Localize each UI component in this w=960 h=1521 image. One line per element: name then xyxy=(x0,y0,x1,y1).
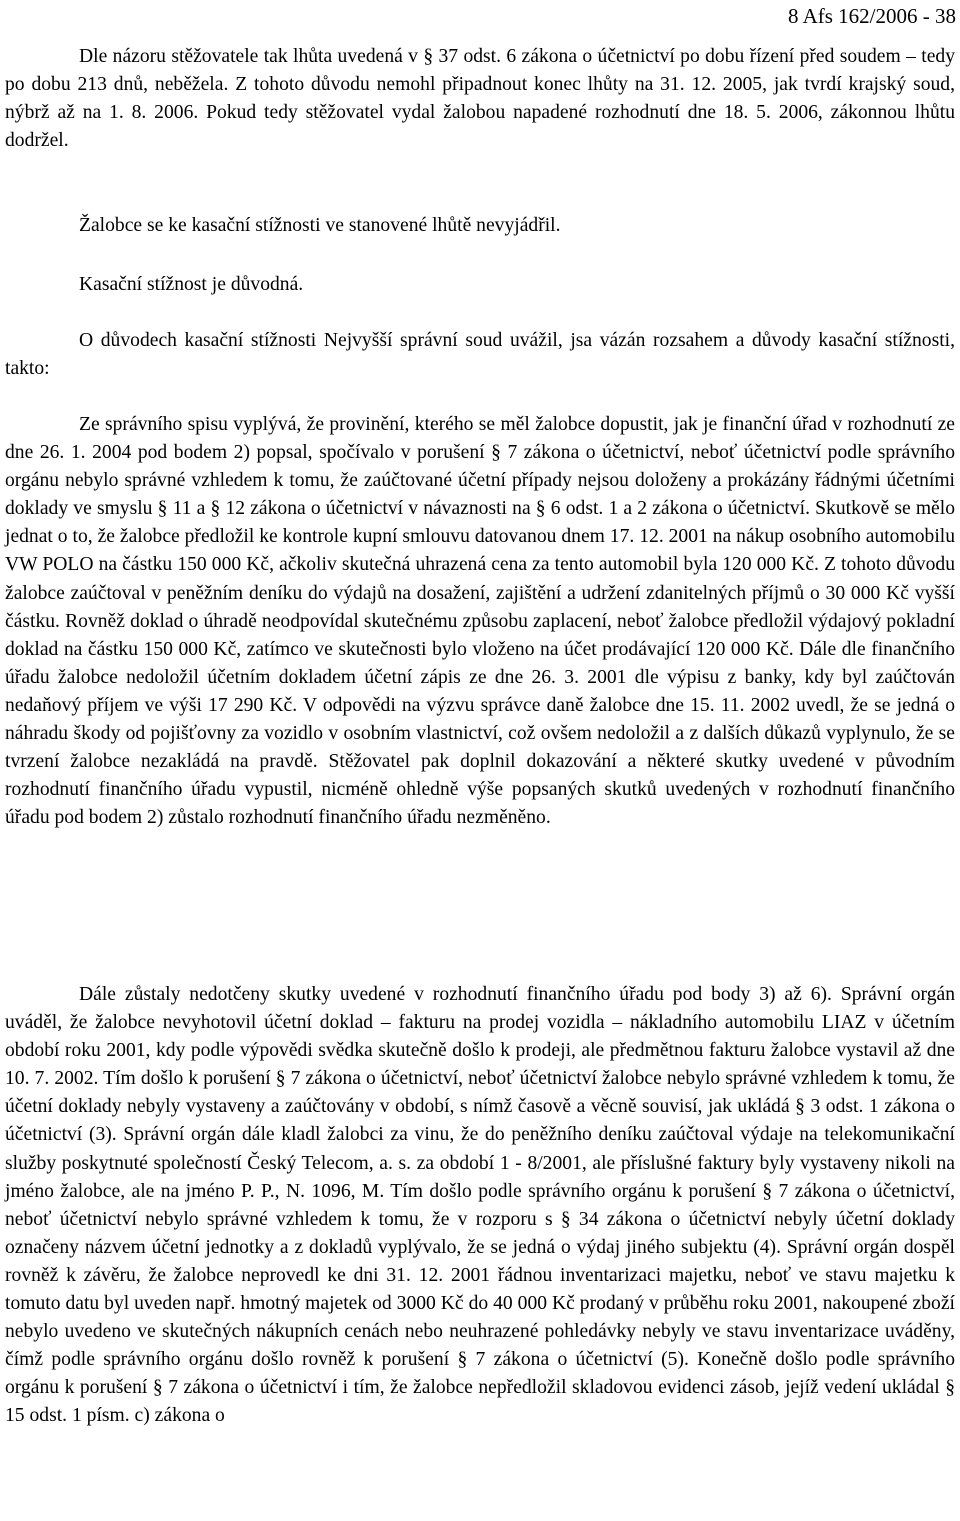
paragraph-2: Žalobce se ke kasační stížnosti ve stanovené lhůtě nevyjádřil. xyxy=(79,215,561,236)
case-reference: 8 Afs 162/2006 - 38 xyxy=(788,4,956,28)
paragraph-5: Ze správního spisu vyplývá, že provinění, kterého se měl žalobce dopustit, jak je finanční úřad v rozhodnutí ze dne 26. 1. 2004 pod bodem 2) popsal, spočívalo v porušení § 7 zákona o účetnictví, neboť účetnictví podle správního orgánu nebylo správné vzhledem k tomu, že zaúčtované účetní případy nejsou doloženy a prokázány řádnými účetními doklady ve smyslu § 11 a § 12 zákona o účetnictví v návaznosti na § 6 odst. 1 a 2 zákona o účetnictví. Skutkově se mělo jednat o to, že žalobce předložil ke kontrole kupní smlouvu datovanou dnem 17. 12. 2001 na nákup osobního automobilu VW POLO na částku 150 000 Kč, ačkoliv skutečná uhrazená cena za tento automobil byla 120 000 Kč. Z tohoto důvodu žalobce zaúčtoval v peněžním deníku do výdajů na dosažení, zajištění a udržení zdanitelných příjmů o 30 000 Kč vyšší částku. Rovněž doklad o úhradě neodpovídal skutečnému způsobu zaplacení, neboť žalobce předložil výdajový pokladní doklad na částku 150 000 Kč, zatímco ve skutečnosti bylo vloženo na účet prodávající 120 000 Kč. Dále dle finančního úřadu žalobce nedoložil účetním dokladem účetní zápis ze dne 26. 3. 2001 dle výpisu z banky, kdy byl zaúčtován nedaňový příjem ve výši 17 290 Kč. V odpovědi na výzvu správce daně žalobce dne 15. 11. 2002 uvedl, že se jedná o náhradu škody od pojišťovny za vozidlo v osobním vlastnictví, což ovšem nedoložil a z dalších důkazů vyplynulo, že se tvrzení žalobce nezakládá na pravdě. Stěžovatel pak doplnil dokazování a některé skutky uvedené v původním rozhodnutí finančního úřadu vypustil, nicméně ohledně výše popsaných skutků uvedených v rozhodnutí finančního úřadu pod bodem 2) zůstalo rozhodnutí finančního úřadu nezměněno. xyxy=(5,414,955,829)
paragraph-1: Dle názoru stěžovatele tak lhůta uvedená v § 37 odst. 6 zákona o účetnictví po dobu řízení před soudem – tedy po dobu 213 dnů, neběžela. Z tohoto důvodu nemohl připadnout konec lhůty na 31. 12. 2005, jak tvrdí krajský soud, nýbrž až na 1. 8. 2006. Pokud tedy stěžovatel vydal žalobou napadené rozhodnutí dne 18. 5. 2006, zákonnou lhůtu dodržel. xyxy=(5,46,955,152)
paragraph-4: O důvodech kasační stížnosti Nejvyšší správní soud uvážil, jsa vázán rozsahem a důvody kasační stížnosti, takto: xyxy=(5,330,955,380)
paragraph-3: Kasační stížnost je důvodná. xyxy=(79,274,304,295)
paragraph-6: Dále zůstaly nedotčeny skutky uvedené v rozhodnutí finančního úřadu pod body 3) až 6). Správní orgán uváděl, že žalobce nevyhotovil účetní doklad – fakturu na prodej vozidla – nákladního automobilu LIAZ v účetním období roku 2001, kdy podle výpovědi svědka skutečně došlo k prodeji, ale předmětnou fakturu žalobce vystavil až dne 10. 7. 2002. Tím došlo k porušení § 7 zákona o účetnictví, neboť účetnictví žalobce nebylo správné vzhledem k tomu, že účetní doklady nebyly vystaveny a zaúčtovány v období, s nímž časově a věcně souvisí, jak ukládá § 3 odst. 1 zákona o účetnictví (3). Správní orgán dále kladl žalobci za vinu, že do peněžního deníku zaúčtoval výdaje na telekomunikační služby poskytnuté společností Český Telecom, a. s. za období 1 - 8/2001, ale příslušné faktury byly vystaveny nikoli na jméno žalobce, ale na jméno P. P., N. 1096, M. Tím došlo podle správního orgánu k porušení § 7 zákona o účetnictví, neboť účetnictví nebylo správné vzhledem k tomu, že v rozporu s § 34 zákona o účetnictví nebyly účetní doklady označeny názvem účetní jednotky a z dokladů vyplývalo, že se jedná o výdaj jiného subjektu (4). Správní orgán dospěl rovněž k závěru, že žalobce neprovedl ke dni 31. 12. 2001 řádnou inventarizaci majetku, neboť ve stavu majetku k tomuto datu byl uveden např. hmotný majetek od 3000 Kč do 40 000 Kč prodaný v průběhu roku 2001, nakoupené zboží nebylo uvedeno ve skutečných nákupních cenách nebo neuhrazené pohledávky nebyly ve stavu inventarizace uváděny, čímž podle správního orgánu došlo rovněž k porušení § 7 zákona o účetnictví (5). Konečně došlo podle správního orgánu k porušení § 7 zákona o účetnictví i tím, že žalobce nepředložil skladovou evidenci zásob, jejíž vedení ukládal § 15 odst. 1 písm. c) zákona o xyxy=(5,984,955,1427)
